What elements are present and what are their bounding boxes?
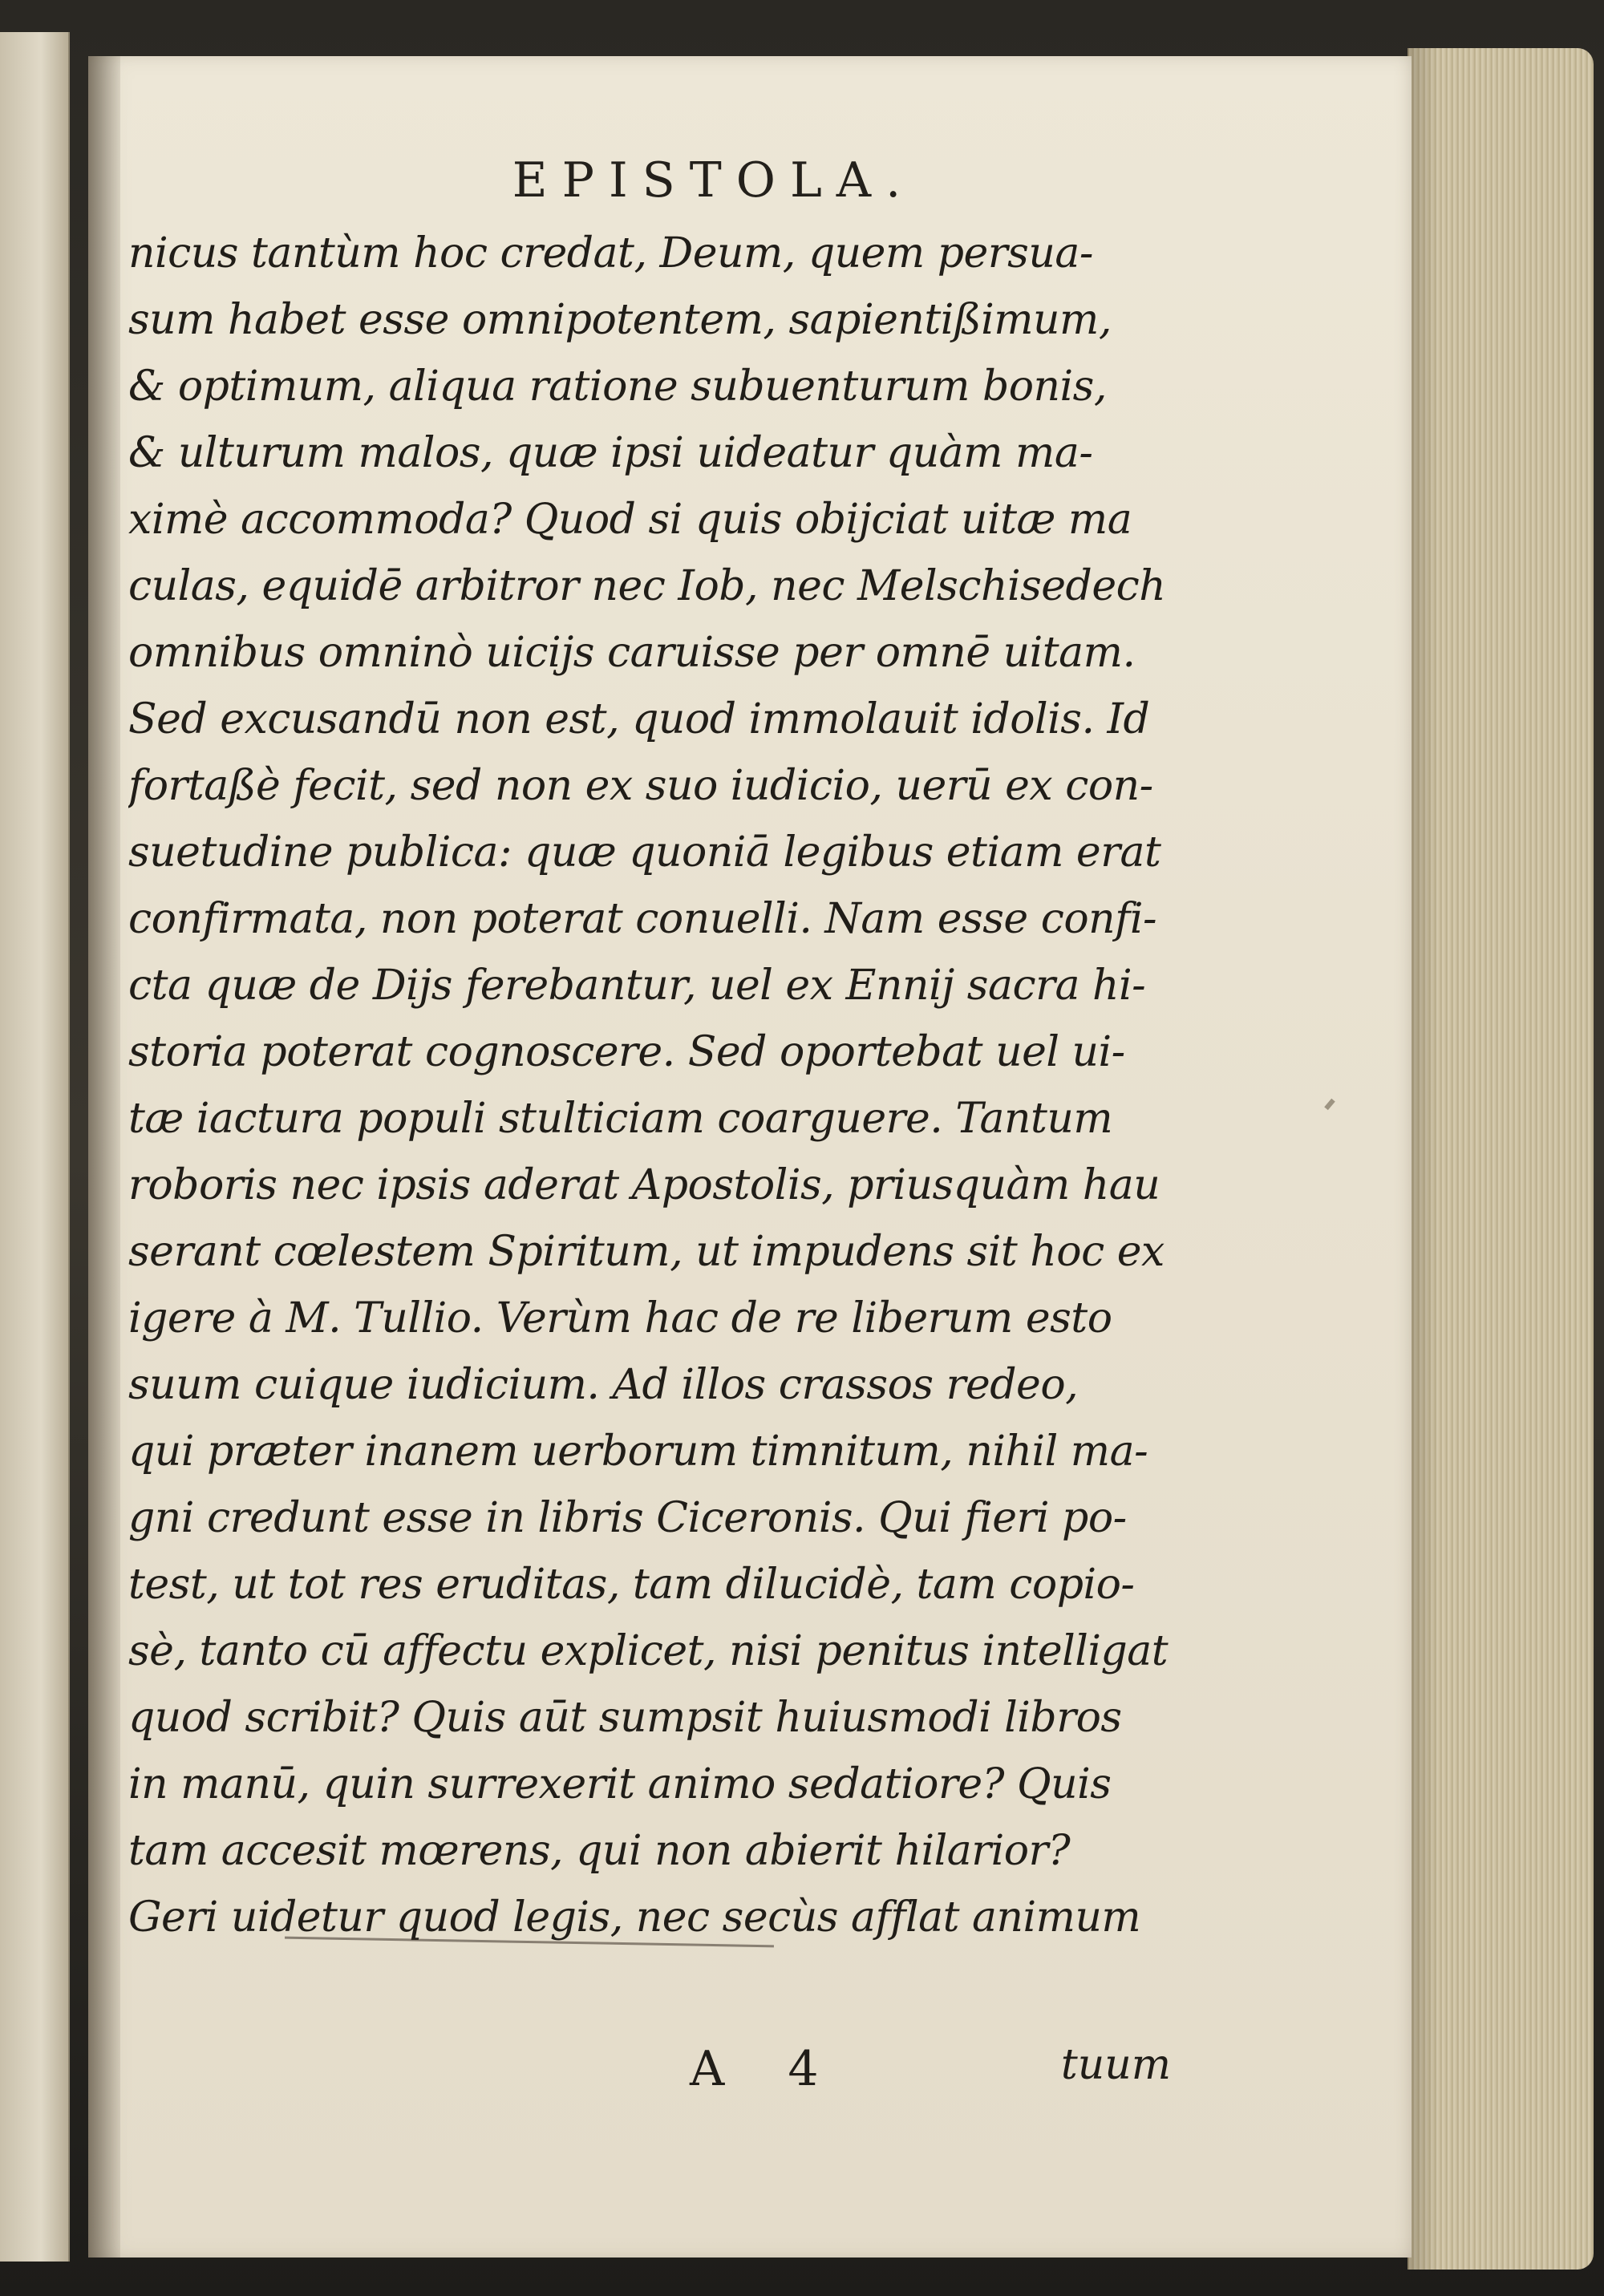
page-footer [88,2041,1171,2113]
text-line: culas, equidē arbitror nec Iob, nec Melschisedech [128,562,1166,610]
left-page-edge [0,32,70,2262]
gutter-shadow [88,56,120,2258]
text-line: serant cœlestem Spiritum, ut impudens sit hoc ex [128,1228,1165,1276]
text-line: gni credunt esse in libris Ciceronis. Qui fieri po- [128,1494,1127,1542]
text-line: quod scribit? Quis aūt sumpsit huiusmodi libros [128,1694,1122,1742]
text-line: suetudine publica: quæ quoniā legibus etiam erat [128,828,1161,877]
text-line: confirmata, non poterat conuelli. Nam esse confi- [128,895,1157,943]
text-line: suum cuique iudicium. Ad illos crassos redeo, [128,1361,1079,1409]
text-line: roboris nec ipsis aderat Apostolis, priusquàm hau [128,1161,1160,1209]
text-line: storia poterat cognoscere. Sed oportebat uel ui- [128,1028,1125,1076]
text-line: nicus tantùm hoc credat, Deum, quem persua- [128,229,1093,277]
signature-mark: A 4 [690,2041,843,2097]
text-line: qui præter inanem uerborum timnitum, nihil ma- [128,1427,1148,1476]
running-header [88,152,1412,209]
catchword: tuum [1060,2041,1171,2089]
text-line: cta quæ de Dijs ferebantur, uel ex Ennij sacra hi- [128,962,1146,1010]
text-line: ximè accommoda? Quod si quis obijciat uitæ ma [128,496,1132,544]
text-line: sum habet esse omnipotentem, sapientißimum, [128,296,1112,344]
text-line: & optimum, aliqua ratione subuenturum bonis, [128,362,1107,411]
text-line: sè, tanto cū affectu explicet, nisi penitus intelligat [128,1627,1169,1675]
text-block [128,221,1171,1951]
text-line: test, ut tot res eruditas, tam dilucidè, tam copio- [128,1561,1135,1609]
text-line: & ulturum malos, quæ ipsi uideatur quàm ma- [128,429,1093,477]
running-header-text: EPISTOLA. [512,152,916,209]
text-line: Geri uidetur quod legis, nec secùs afflat animum [128,1893,1141,1942]
text-line: Sed excusandū non est, quod immolauit idolis. Id [128,695,1150,743]
text-line: in manū, quin surrexerit animo sedatiore? Quis [128,1760,1112,1808]
page-edges-shadow [1408,48,1440,2270]
paper-speck [1324,1099,1335,1111]
text-line: igere à M. Tullio. Verùm hac de re liberum esto [128,1294,1112,1342]
text-line: fortaßè fecit, sed non ex suo iudicio, uerū ex con- [128,762,1153,810]
text-line: omnibus omninò uicijs caruisse per omnē uitam. [128,629,1136,677]
book-page [88,56,1412,2258]
text-line: tæ iactura populi stulticiam coarguere. Tantum [128,1095,1113,1143]
text-line: tam accesit mœrens, qui non abierit hilarior? [128,1827,1071,1875]
